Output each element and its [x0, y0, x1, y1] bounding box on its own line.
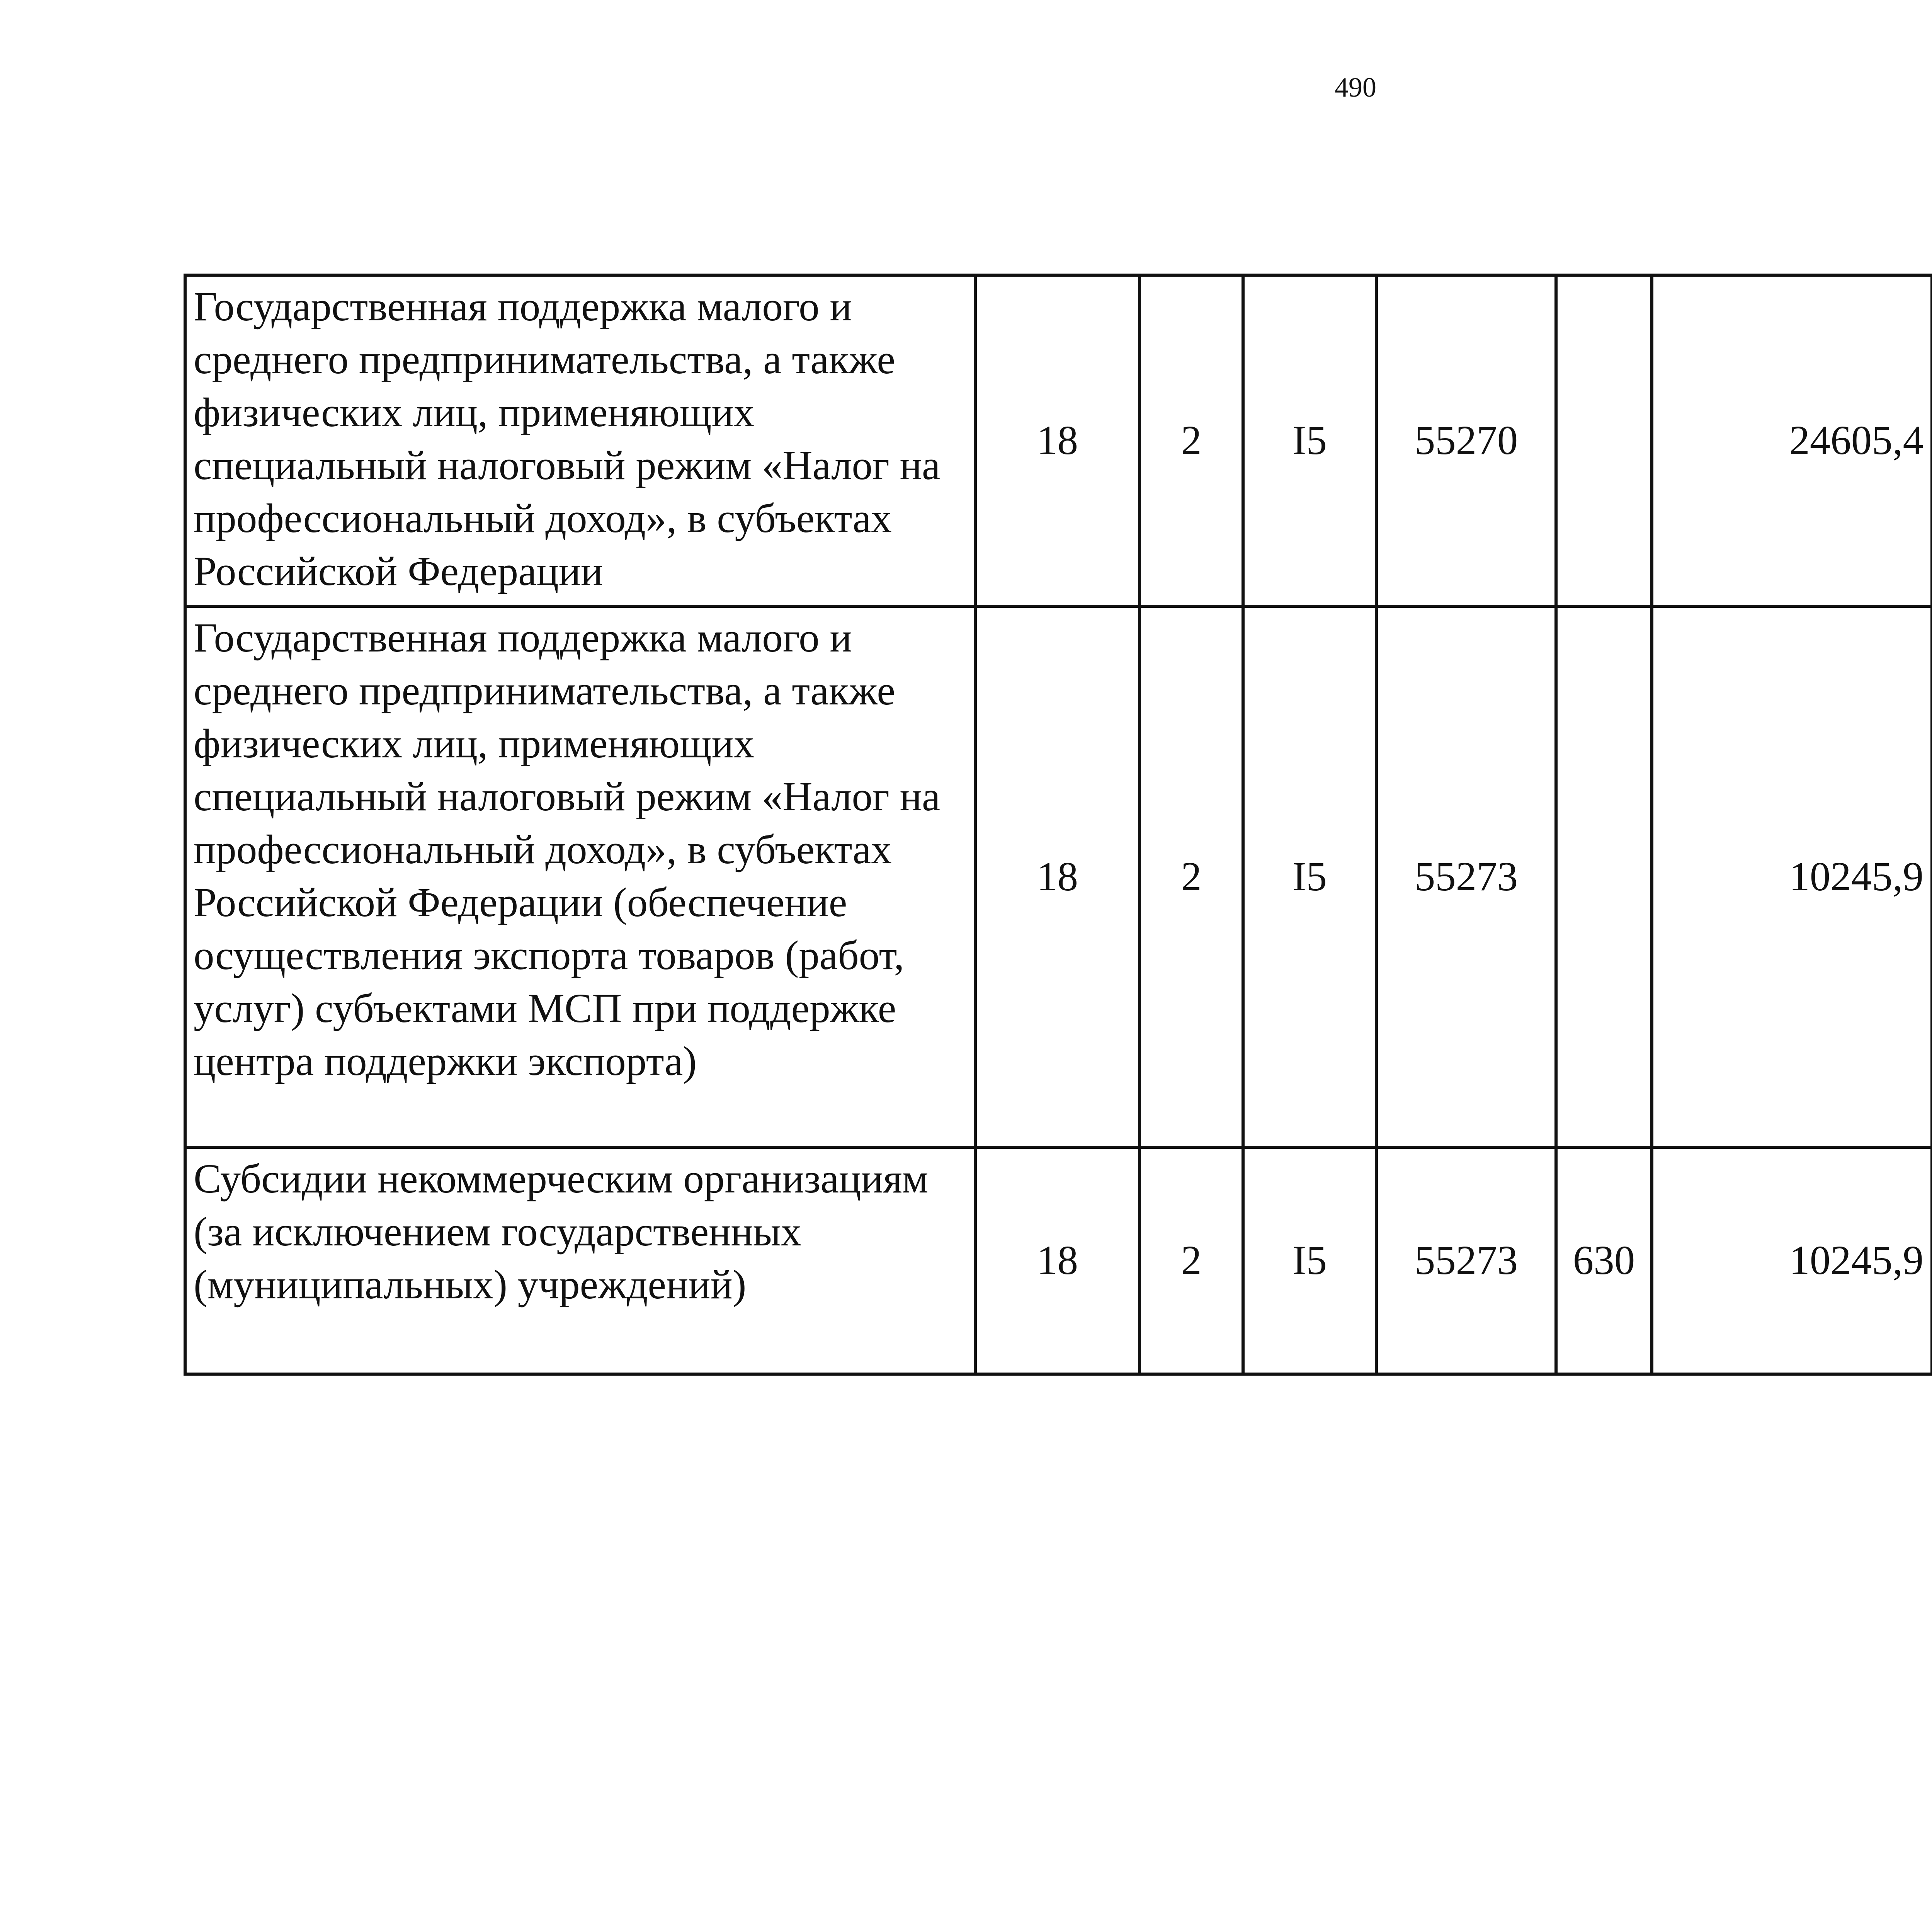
target-code-cell: 55270: [1376, 275, 1556, 606]
page-number: 490: [1335, 72, 1376, 103]
budget-table: [184, 274, 1932, 1376]
pr-cell: 2: [1139, 275, 1243, 606]
table-row: [185, 1147, 1932, 1374]
amount-1-cell: 10245,9: [1652, 1147, 1932, 1374]
target-code-cell: 55273: [1376, 1147, 1556, 1374]
pr-cell: 2: [1139, 1147, 1243, 1374]
expense-type-cell: 630: [1556, 1147, 1652, 1374]
target-code-cell: 55273: [1376, 606, 1556, 1147]
row-name-cell: Государственная поддержка малого и среднего предпринимательства, а также физических лиц, применяющих специальный налоговый режим «Налог на профессиональный доход», в субъектах Российской Федерации: [185, 275, 975, 606]
expense-type-cell: [1556, 606, 1652, 1147]
rz-cell: 18: [975, 1147, 1139, 1374]
rz-cell: 18: [975, 606, 1139, 1147]
amount-1-cell: 24605,4: [1652, 275, 1932, 606]
program-cell: I5: [1243, 275, 1376, 606]
program-cell: I5: [1243, 1147, 1376, 1374]
amount-1-cell: 10245,9: [1652, 606, 1932, 1147]
program-cell: I5: [1243, 606, 1376, 1147]
rz-cell: 18: [975, 275, 1139, 606]
expense-type-cell: [1556, 275, 1652, 606]
row-name-cell: Государственная поддержка малого и среднего предпринимательства, а также физических лиц, применяющих специальный налоговый режим «Налог на профессиональный доход», в субъектах Российской Федерации (обеспечение осуществления экспорта товаров (работ, услуг) субъектами МСП при поддержке центра поддержки экспорта): [185, 606, 975, 1147]
pr-cell: 2: [1139, 606, 1243, 1147]
row-name-cell: Субсидии некоммерческим организациям (за исключением государственных (муниципальных) учреждений): [185, 1147, 975, 1374]
table-row: [185, 606, 1932, 1147]
table-row: [185, 275, 1932, 606]
